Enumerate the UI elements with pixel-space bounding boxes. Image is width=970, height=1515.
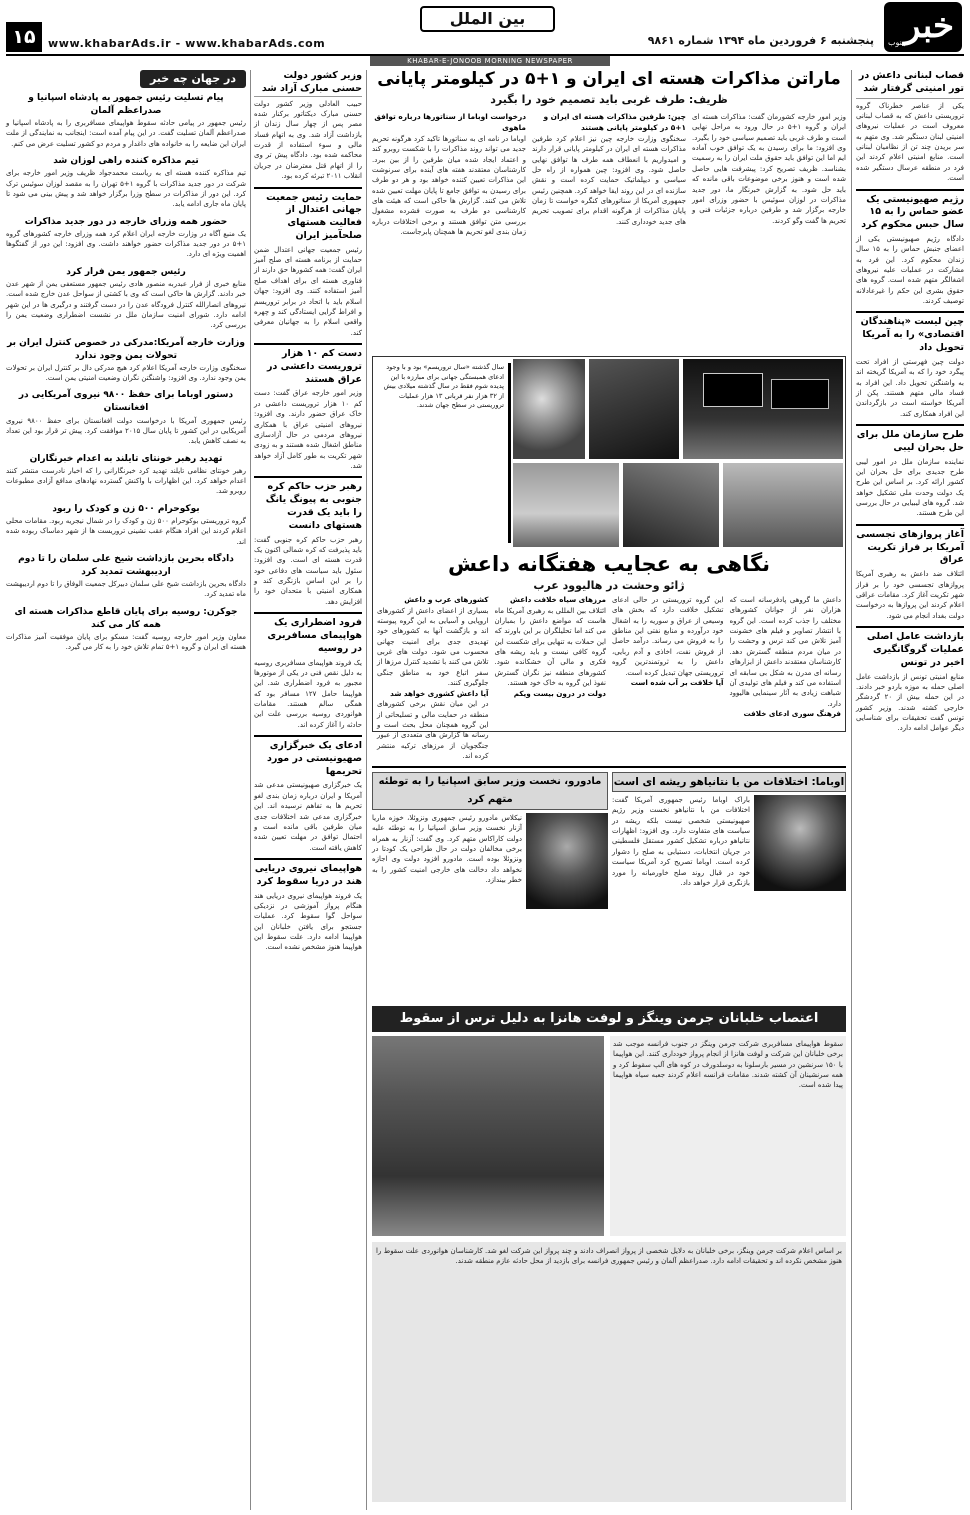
left-item xyxy=(6,553,246,600)
maduro-headline: مادورو، نخست وزیر سابق اسپانیا را به توطئه متهم کرد xyxy=(372,772,608,810)
right-item-body: نماینده سازمان ملل در امور لیبی طرح جدیدی برای حل بحران این کشور ارائه کرد. بر اساس این طرح یک دولت وحدت ملی تشکیل خواهد شد. گروه های لیبیایی در حال بررسی این طرح هستند. xyxy=(856,457,964,518)
middle-item xyxy=(254,187,362,338)
left-item xyxy=(6,266,246,331)
left-item-body: رهبر خونتای نظامی تایلند تهدید کرد خبرنگارانی را که اخبار نادرست منتشر کنند اعدام خواهد کرد. این اظهارات با واکنش گسترده نهادهای مدافع آزادی مطبوعات روبرو شد. xyxy=(6,466,246,496)
obama-body: باراک اوباما رئیس جمهوری آمریکا گفت: اختلافات من با نتانیاهو نخست وزیر رژیم صهیونیستی شخصی نیست بلکه ریشه در سیاست های متفاوت دارد. وی افزود: اظهارات نتانیاهو درباره تشکیل کشور مستقل فلسطینی در جریان انتخابات، دستیابی به صلح را دشوار کرده است. اوباما تصریح کرد آمریکا سیاست خود در قبال روند صلح خاورمیانه را مورد بازنگری قرار خواهد داد. xyxy=(612,796,750,887)
right-item-title: رژیم صهیونیستی یک عضو حماس را به ۱۵ سال حبس محکوم کرد xyxy=(861,193,964,231)
left-item-body: سخنگوی وزارت خارجه آمریکا اعلام کرد هیچ مدرکی دال بر کنترل ایران بر تحولات یمن وجود ندارد. وی افزود: واشنگتن نگران وضعیت امنیتی یمن است. xyxy=(6,363,246,383)
left-item xyxy=(6,216,246,260)
weapon-photo xyxy=(513,359,585,459)
main-body-col-1 xyxy=(692,112,846,352)
main-headline: ماراتن مذاکرات هسته ای ایران و ۱+۵ در کیلومتر پایانی xyxy=(377,69,841,89)
middle-item-title: حمایت رئیس جمعیت جهانی اعتدال از فعالیت هستهای صلحآمیز ایران xyxy=(266,191,362,241)
logo-subtext: جنوب xyxy=(888,38,908,48)
obama-headline: اوباما: اختلافات من با نتانیاهو ریشه ای است xyxy=(612,772,846,792)
middle-item xyxy=(254,70,362,182)
left-item-title: تهدید رهبر خونتای تایلند به اعدام خبرنگاران xyxy=(29,453,223,464)
page-number-box xyxy=(6,22,42,52)
isis-byline: ژائو وحشت در هالیوود عرب xyxy=(533,579,685,592)
isis-flag-photo xyxy=(683,359,843,459)
isis-body-5: در این میان نقش برخی کشورهای منطقه در حمایت مالی و تسلیحاتی از این گروه همچنان محل بحث است و رسانه ها گزارش های متعددی از عبور جنگجویان از مرزهای ترکیه منتشر کرده اند. xyxy=(377,700,489,760)
middle-item-body: یک فروند هواپیمای نیروی دریایی هند هنگام پرواز آموزشی در نزدیکی سواحل گوا سقوط کرد. عملیات جستجو برای یافتن خلبانان این هواپیما ادامه دارد. علت سقوط این هواپیما هنوز مشخص نشده است. xyxy=(254,891,362,952)
germanwings-body-1: سقوط هواپیمای مسافربری شرکت جرمن وینگز در جنوب فرانسه موجب شد برخی خلبانان این شرکت و لوفت هانزا از انجام پرواز خودداری کنند. این هواپیما با ۱۵۰ سرنشین در مسیر بارسلونا به دوسلدورف در کوه های آلپ سقوط کرد و همه سرنشینان آن کشته شدند. مقامات فرانسه اعلام کردند جعبه سیاه هواپیما پیدا شده است. xyxy=(610,1036,846,1236)
right-item-body: یکی از عناصر خطرناک گروه تروریستی داعش که به قصاب لبنانی معروف است در عملیات نیروهای امنیتی لبنان دستگیر شد. وی متهم به سر بریدن چند تن از نظامیان لبنانی است. منابع امنیتی اعلام کردند این فرد در منطقه عرسال دستگیر شده است. xyxy=(856,101,964,183)
date-line: پنجشنبه ۶ فروردین ماه ۱۳۹۴ شماره ۹۸۶۱ xyxy=(647,34,874,47)
middle-column xyxy=(254,70,362,1510)
left-item-body: دادگاه بحرین بازداشت شیخ علی سلمان دبیرکل جمعیت الوفاق را تا دوم اردیبهشت ماه تمدید کرد. xyxy=(6,579,246,599)
isis-col-4 xyxy=(377,595,489,760)
isis-body-2: این گروه تروریستی در حالی ادعای تشکیل خلافت دارد که بخش های وسیعی از عراق و سوریه را به اشغال خود درآورده و منابع نفتی این مناطق را به فروش می رساند. درآمد حاصل از فروش نفت، اخاذی و آدم ربایی، داعش را به ثروتمندترین گروه تروریستی جهان تبدیل کرده است. xyxy=(612,596,724,677)
middle-item-body: یک خبرگزاری صهیونیستی مدعی شد آمریکا و ایران درباره زمان بندی لغو تحریم ها به تفاهم نرسیده اند. این خبرگزاری مدعی شد اختلافات جدی میان طرفین باقی مانده است و احتمال توافق در مهلت تعیین شده کاهش یافته است. xyxy=(254,781,362,852)
left-item-title: جوکرن: روسیه برای پایان قاطع مذاکرات هسته ای همه کار می کند xyxy=(14,606,238,630)
right-item-title: بازداشت عامل اصلی عملیات گروگانگیری اخیر در تونس xyxy=(866,631,964,668)
left-column xyxy=(6,70,246,1510)
main-subhead-1: چین: طرفین مذاکرات هسته ای ایران و ۱+۵ در کیلومتر پایانی هستند xyxy=(543,112,686,132)
column-divider xyxy=(851,70,852,1510)
isis-sub-6: آیا داعش کشوری خواهد شد xyxy=(390,688,489,698)
main-body-col-2 xyxy=(532,112,686,352)
isis-photo-collage xyxy=(513,359,843,547)
left-item-title: پیام تسلیت رئیس جمهور به پادشاه اسپانیا و صدراعظم آلمان xyxy=(28,93,224,117)
middle-item-body: وزیر امور خارجه عراق گفت: دست کم ۱۰ هزار تروریست داعشی در خاک عراق حضور دارند. وی افزود: نیروهای امنیتی عراق با همکاری نیروهای مردمی در حال آزادسازی مناطق اشغال شده هستند و به زودی شهر تکریت به طور کامل آزاد خواهد شد. xyxy=(254,389,363,470)
right-item-body: دولت چین فهرستی از افراد تحت پیگرد خود را که به آمریکا گریخته اند به واشنگتن تحویل داد. این افراد به فساد مالی متهم هستند. پکن از آمریکا خواسته است در بازگرداندن این افراد همکاری کند. xyxy=(856,357,964,418)
main-body-col-3 xyxy=(372,112,526,352)
isis-continued xyxy=(372,736,846,768)
main-body-3: اوباما در نامه ای به سناتورها تاکید کرد هرگونه تحریم جدید می تواند روند مذاکرات را با شکست روبرو کند و اعتماد ایجاد شده میان طرفین را از بین ببرد. کارشناسان معتقدند هفته های آینده برای سرنوشت این مذاکرات تعیین کننده خواهد بود و هر دو طرف برای رسیدن به توافق جامع تا پایان مهلت تعیین شده تلاش می کنند. xyxy=(372,134,526,206)
website: www.khabarAds.ir - www.khabarAds.com xyxy=(48,37,326,50)
right-item xyxy=(856,524,964,621)
column-divider xyxy=(250,70,251,1510)
right-column xyxy=(856,70,964,1510)
middle-item-title: رهبر حزب حاکم کره جنوبی به پیونگ یانگ را باید یک قدرت هستهای دانست xyxy=(265,481,362,531)
right-item-title: چین لیست «پناهندگان اقتصادی» را به آمریکا تحویل داد xyxy=(860,316,964,354)
left-item xyxy=(6,503,246,547)
isis-sub-2: آیا خلافت بر آب شده است xyxy=(630,677,724,687)
newspaper-logo xyxy=(884,2,962,52)
main-body-2: سخنگوی وزارت خارجه چین نیز اعلام کرد طرفین مذاکرات هسته ای ایران در کیلومتر پایانی قرار دارند و امیدواریم با انعطاف همه طرف ها توافق نهایی حاصل شود. وی افزود: چین همواره از راه حل سیاسی و دیپلماتیک حمایت کرده است و نقش سازنده ای در این روند ایفا خواهد کرد. همچنین رئیس جمهوری آمریکا از سناتورهای کنگره خواست تا زمان پایان مذاکرات از هرگونه اقدام برای تصویب تحریم های جدید خودداری کنند. xyxy=(532,134,686,226)
middle-item-title: فرود اضطراری یک هواپیمای مسافربری در روسیه xyxy=(267,617,362,654)
crash-photo xyxy=(372,1036,604,1236)
left-item-title: حضور همه وزرای خارجه در دور جدید مذاکرات xyxy=(24,216,228,227)
right-item xyxy=(856,626,964,734)
isis-caption: سال گذشته «سال تروریسم» بود و با وجود ادعای همبستگی جهانی برای مبارزه با این پدیده شوم فقط در سال گذشته میلادی بیش از ۳۲ هزار نفر قربانی ۱۳ هزار عملیات تروریستی در سطح جهان شدند. xyxy=(383,363,504,410)
left-item xyxy=(6,389,246,446)
middle-item-title: دست کم ۱۰ هزار تروریست داعشی در عراق هستند xyxy=(267,347,362,385)
isis-body xyxy=(377,595,841,760)
section-title: بین الملل xyxy=(449,9,526,28)
left-item xyxy=(6,606,246,653)
isis-sub-1: فرهنگ سوری ادعای خلافت xyxy=(743,708,841,718)
middle-item-title: هواپیمای نیروی دریایی هند در دریا سقوط کرد xyxy=(254,862,362,887)
right-item-title: قصاب لبنانی داعش در تور امنیتی گرفتار شد xyxy=(856,70,964,99)
left-item-body: یک منبع آگاه در وزارت خارجه ایران اعلام کرد همه وزرای خارجه کشورهای گروه ۱+۵ در دور جدید مذاکرات حضور خواهند داشت. وی افزود: این دور از گفتگوها اهمیت ویژه ای دارد. xyxy=(6,229,246,259)
isis-col-2 xyxy=(612,595,724,729)
isis-feature xyxy=(372,356,846,760)
desert-photo xyxy=(513,463,619,547)
obama-photo xyxy=(754,795,846,891)
isis-caption-box xyxy=(377,363,511,543)
main-story xyxy=(372,66,846,352)
left-item-body: منابع خبری از فرار عبدربه منصور هادی رئیس جمهور مستعفی یمن از شهر عدن خبر دادند. گزارش ها حاکی است که وی با کشتی از سواحل عدن خارج شده است. نیروهای انصارالله کنترل فرودگاه عدن را در دست گرفتند و درگیری ها در این شهر ادامه دارد. شورای امنیت سازمان ملل در نشست اضطراری وضعیت یمن را بررسی کرد. xyxy=(6,279,246,330)
middle-item xyxy=(254,858,362,953)
main-body-4: گزارش ها حاکی است که هیئت های کارشناسی دو طرف به صورت فشرده مشغول بررسی متن توافق هستند و برخی اختلافات درباره زمان بندی لغو تحریم ها همچنان پابرجاست. xyxy=(372,197,526,237)
middle-item-body: رئیس جمعیت جهانی اعتدال ضمن حمایت از برنامه هسته ای صلح آمیز ایران گفت: همه کشورها حق دارند از فناوری هسته ای برای اهداف صلح آمیز استفاده کنند. وی افزود: جهان اسلام باید با اتحاد در برابر تروریسم و افراط گرایی ایستادگی کند و چهره واقعی اسلام را به جهانیان معرفی کند. xyxy=(254,245,362,337)
middle-item-body: حبیب العادلی وزیر کشور دولت حسنی مبارک دیکتاتور برکنار شده مصر پس از چهار سال زندان از بازداشت آزاد شد. وی به اتهام فساد مالی و سوء استفاده از قدرت محاکمه شده بود. دادگاه پیش تر وی را از اتهام قتل معترضان در جریان انقلاب ۲۰۱۱ تبرئه کرده بود. xyxy=(254,99,362,181)
isis-body-4: بسیاری از اعضای داعش از کشورهای اروپایی و آسیایی به این گروه پیوسته اند و بازگشت آنها به کشورهای خود تهدیدی جدی برای امنیت جهانی محسوب می شود. دولت های غربی تلاش می کنند با تشدید کنترل مرزها از سفر اتباع خود به مناطق جنگی جلوگیری کنند. xyxy=(377,606,489,688)
germanwings-story xyxy=(372,1006,846,1510)
middle-item-body: رهبر حزب حاکم کره جنوبی گفت: باید پذیرفت که کره شمالی اکنون یک قدرت هسته ای است. وی افزود: سئول باید سیاست های دفاعی خود را بر این اساس بازنگری کند و همکاری امنیتی با متحدان خود را افزایش دهد. xyxy=(254,535,362,606)
left-column-header-row xyxy=(6,70,246,88)
isis-sub-3: مرزهای سیاه خلافت داعش xyxy=(510,595,606,604)
left-column-header: در جهان چه خبر xyxy=(140,70,246,88)
maduro-photo xyxy=(526,813,608,909)
germanwings-headline: اعتصاب خلبانان جرمن وینگز و لوفت هانزا به دلیل ترس از سقوط xyxy=(372,1006,846,1032)
isis-sub-4: دولت در درون بیست ویکم xyxy=(513,688,606,698)
right-item-body: دادگاه رژیم صهیونیستی یکی از اعضای جنبش حماس را به ۱۵ سال زندان محکوم کرد. این فرد به مشارکت در عملیات علیه نیروهای اشغالگر متهم شده است. گروه های حقوق بشری این حکم را غیرعادلانه توصیف کردند. xyxy=(856,234,964,306)
right-item-body: ائتلاف ضد داعش به رهبری آمریکا پروازهای تجسسی خود را بر فراز شهر تکریت آغاز کرد. مقامات عراقی اعلام کردند این پروازها به درخواست دولت بغداد انجام می شود. xyxy=(856,570,964,620)
middle-item-title: وزیر کشور دولت حسنی مبارک آزاد شد xyxy=(254,70,362,97)
middle-item xyxy=(254,612,362,730)
middle-item-body: یک فروند هواپیمای مسافربری روسیه به دلیل نقص فنی در یکی از موتورها مجبور به فرود اضطراری شد. این هواپیما حامل ۱۲۷ مسافر بود که همگی سالم هستند. مقامات هوانوردی روسیه بررسی علت این حادثه را آغاز کرده اند. xyxy=(254,658,362,729)
middle-item xyxy=(254,343,362,471)
middle-item xyxy=(254,476,362,607)
page-number: ۱۵ xyxy=(12,26,36,48)
left-item-title: تیم مذاکره کننده راهی لوزان شد xyxy=(53,156,199,167)
fighter-photo xyxy=(623,463,719,547)
obama-story xyxy=(612,772,846,962)
masthead xyxy=(0,0,970,66)
maduro-story xyxy=(372,772,608,962)
main-body-1: وزیر امور خارجه کشورمان گفت: مذاکرات هسته ای ایران و گروه ۱+۵ در حال ورود به مراحل نهایی است و طرف غربی باید تصمیم سیاسی خود را بگیرد. وی افزود: ما برای رسیدن به یک توافق خوب آماده ایم اما این توافق باید حقوق ملت ایران را به رسمیت بشناسد. ظریف تصریح کرد: پیشرفت هایی حاصل شده است و هنوز برخی موضوعات باقی مانده که باید حل شود. به گزارش خبرنگار ما، دور جدید مذاکرات در لوزان سوئیس با حضور وزرای امور خارجه برگزار شد و طرفین درباره جزئیات فنی و تحریم ها گفت وگو کردند. xyxy=(692,113,846,225)
main-subhead-3: ماهوی xyxy=(502,122,526,132)
isis-headline: نگاهی به عجایب هفتگانه داعش xyxy=(447,552,771,576)
left-item-body: معاون وزیر امور خارجه روسیه گفت: مسکو برای پایان موفقیت آمیز مذاکرات هسته ای ایران و گروه ۱+۵ تمام تلاش خود را به کار می گیرد. xyxy=(6,632,246,652)
left-item xyxy=(6,155,246,209)
column-divider xyxy=(366,70,367,1510)
left-item xyxy=(6,453,246,497)
middle-item xyxy=(254,735,362,853)
middle-item-title: ادعای یک خبرگزاری صهیونیستی در مورد تحریمها xyxy=(266,740,362,777)
isis-col-3 xyxy=(495,595,607,729)
isis-col-1 xyxy=(730,595,842,729)
left-item xyxy=(6,92,246,149)
left-item-title: دستور اوباما برای حفظ ۹۸۰۰ نیروی آمریکایی در افغانستان xyxy=(18,390,234,414)
right-item-title: آغاز پروازهای تجسسی آمریکا بر فراز تکریت عراق xyxy=(856,528,964,566)
section-title-box xyxy=(420,6,555,32)
isis-sub-5: کشورهای عرب و داعش xyxy=(404,595,489,604)
leader-photo xyxy=(589,359,679,459)
main-kicker: ظریف: طرف غربی باید تصمیم خود را بگیرد xyxy=(490,93,728,106)
left-item-body: گروه تروریستی بوکوحرام ۵۰۰ زن و کودک را در شمال نیجریه ربود. مقامات محلی اعلام کردند این افراد هنگام عقب نشینی تروریست ها از شهر دماساک ربوده شده اند. xyxy=(6,516,246,546)
english-name: KHABAR-E-JONOOB MORNING NEWSPAPER xyxy=(370,56,610,66)
left-item-title: بوکوحرام ۵۰۰ زن و کودک را ربود xyxy=(52,503,200,514)
right-item-body: منابع امنیتی تونس از بازداشت عامل اصلی حمله به موزه باردو خبر دادند. در این حمله بیش از ۲۰ گردشگر خارجی کشته شدند. وزیر کشور تونس گفت تحقیقات برای شناسایی دیگر عوامل ادامه دارد. xyxy=(856,672,964,733)
left-item-title: رئیس جمهور یمن فرار کرد xyxy=(66,266,186,277)
right-item xyxy=(856,424,964,519)
left-item-body: رئیس جمهوری آمریکا با درخواست دولت افغانستان برای حفظ ۹۸۰۰ نیروی آمریکایی در این کشور تا پایان سال ۲۰۱۵ موافقت کرد. پیش تر قرار بود این تعداد به نصف کاهش یابد. xyxy=(6,416,246,446)
left-item-title: دادگاه بحرین بازداشت شیخ علی سلمان را تا دوم اردیبهشت تمدید کرد xyxy=(18,553,234,577)
right-item xyxy=(856,311,964,419)
left-item-body: تیم مذاکره کننده هسته ای به ریاست محمدجواد ظریف وزیر امور خارجه برای شرکت در دور جدید مذاکرات با گروه ۱+۵ تهران را به مقصد لوزان سوئیس ترک کرد. این دور از مذاکرات در سطح وزرا برگزار خواهد شد و پیش بینی می شود تا پایان ماه جاری ادامه یابد. xyxy=(6,169,246,209)
germanwings-body-2: بر اساس اعلام شرکت جرمن وینگز، برخی خلبانان به دلایل شخصی از پرواز انصراف دادند و چند پرواز این شرکت لغو شد. کارشناسان هوانوردی علت سقوط را هنوز مشخص نکرده اند و تحقیقات ادامه دارد. صدراعظم آلمان و رئیس جمهوری فرانسه برای بازدید از محل حادثه عازم منطقه شدند. xyxy=(372,1242,846,1502)
logo-text: خبر xyxy=(903,6,954,46)
main-subhead-2: درخواست اوباما از سناتورها درباره توافق xyxy=(374,112,526,121)
left-item-title: وزارت خارجه آمریکا:مدرکی در خصوص کنترل ایران بر تحولات یمن وجود ندارد xyxy=(7,337,245,361)
left-item-body: رئیس جمهور در پیامی حادثه سقوط هواپیمای مسافربری را به پادشاه اسپانیا و صدراعظم آلمان تسلیت گفت. در این پیام آمده است: اینجانب به نمایندگی از ملت ایران این ضایعه را به خانواده های داغدار و مردم دو کشور تسلیت عرض می کنم. xyxy=(6,119,246,148)
crowd-photo xyxy=(723,463,843,547)
maduro-body: نیکلاس مادورو رئیس جمهوری ونزوئلا، خوزه ماریا آزنار نخست وزیر سابق اسپانیا را به توطئه علیه دولت کاراکاس متهم کرد. وی گفت: آزنار به همراه برخی مخالفان دولت در حال طراحی یک کودتا در ونزوئلا بوده است. مادورو افزود دولت وی اجازه نخواهد داد دخالت های خارجی امنیت کشور را به خطر بیندازد. xyxy=(372,814,522,885)
left-item xyxy=(6,337,246,384)
right-item-title: طرح سازمان ملل برای حل بحران لیبی xyxy=(856,429,964,453)
right-item xyxy=(856,70,964,184)
isis-body-1: داعش ما گروهی پادفرسانه است که هزاران نفر از جوانان کشورهای مختلف را جذب کرده است. این گروه با انتشار تصاویر و فیلم های خشونت آمیز تلاش می کند ترس و وحشت را در میان مردم منطقه گسترش دهد. کارشناسان معتقدند داعش از ابزارهای رسانه ای مدرن به شکل بی سابقه ای استفاده می کند و فیلم های تولیدی آن شباهت زیادی به آثار سینمایی هالیوود دارد. xyxy=(729,596,841,708)
right-item xyxy=(856,189,964,307)
isis-body-3: ائتلاف بین المللی به رهبری آمریکا ماه هاست که مواضع داعش را بمباران می کند اما تحلیلگران بر این باورند که این حملات به تنهایی برای شکست این گروه کافی نیست و باید ریشه های فکری و مالی آن خشکانده شود. کشورهای منطقه نیز نگران گسترش نفوذ این گروه به خاک خود هستند. xyxy=(494,606,606,688)
